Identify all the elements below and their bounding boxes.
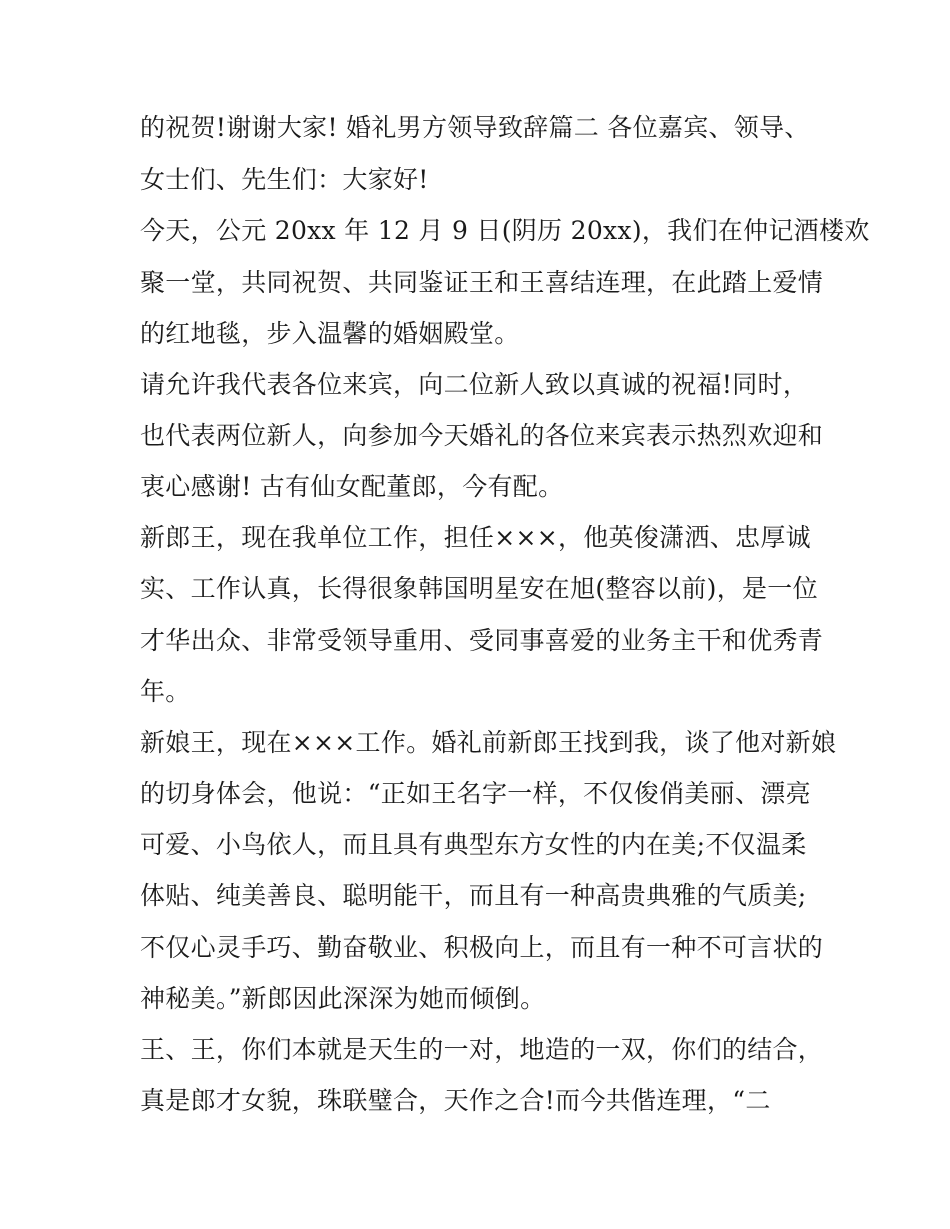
text-line: 聚一堂，共同祝贺、共同鉴证王和王喜结连理，在此踏上爱情 bbox=[140, 268, 824, 297]
text-line: 可爱、小鸟依人，而且具有典型东方女性的内在美;不仅温柔 bbox=[140, 830, 807, 859]
text-line: 体贴、纯美善良、聪明能干，而且有一种高贵典雅的气质美; bbox=[140, 881, 807, 910]
text-line: 的红地毯，步入温馨的婚姻殿堂。 bbox=[140, 319, 520, 348]
text-line: 女士们、先生们：大家好! bbox=[140, 165, 429, 194]
text-line: 请允许我代表各位来宾，向二位新人致以真诚的祝福!同时， bbox=[140, 370, 809, 399]
text-line: 今天，公元 20xx 年 12 月 9 日(阴历 20xx)，我们在仲记酒楼欢 bbox=[140, 216, 870, 245]
text-line: 新郎王，现在我单位工作，担任×××，他英俊潇洒、忠厚诚 bbox=[140, 523, 811, 552]
text-line: 衷心感谢! 古有仙女配董郎，今有配。 bbox=[140, 472, 564, 501]
text-line: 年。 bbox=[140, 677, 191, 706]
text-line: 实、工作认真，长得很象韩国明星安在旭(整容以前)，是一位 bbox=[140, 574, 818, 603]
text-line: 也代表两位新人，向参加今天婚礼的各位来宾表示热烈欢迎和 bbox=[140, 421, 824, 450]
text-line: 神秘美。”新郎因此深深为她而倾倒。 bbox=[140, 984, 546, 1013]
text-line: 真是郎才女貌，珠联璧合，天作之合!而今共偕连理，“二 bbox=[140, 1086, 771, 1115]
text-line: 才华出众、非常受领导重用、受同事喜爱的业务主干和优秀青 bbox=[140, 626, 824, 655]
text-line: 不仅心灵手巧、勤奋敬业、积极向上，而且有一种不可言状的 bbox=[140, 933, 824, 962]
text-line: 的切身体会，他说：“正如王名字一样，不仅俊俏美丽、漂亮 bbox=[140, 779, 811, 808]
text-line: 新娘王，现在×××工作。婚礼前新郎王找到我，谈了他对新娘 bbox=[140, 728, 837, 757]
text-line: 王、王，你们本就是天生的一对，地造的一双，你们的结合， bbox=[140, 1035, 824, 1064]
text-line: 的祝贺!谢谢大家! 婚礼男方领导致辞篇二 各位嘉宾、领导、 bbox=[140, 113, 810, 142]
